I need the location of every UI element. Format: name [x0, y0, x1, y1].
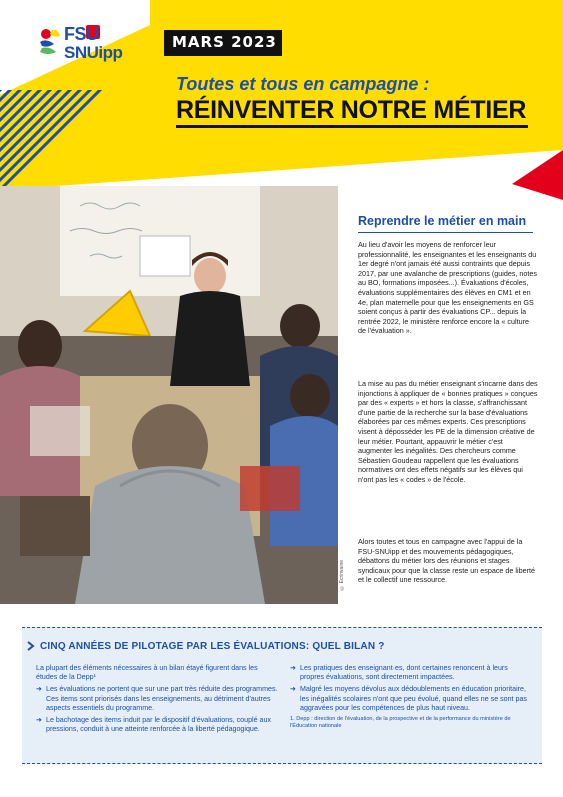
page-title: RÉINVENTER NOTRE MÉTIER — [176, 96, 527, 124]
photo-credit: © Ecrinvaine — [339, 560, 345, 591]
classroom-photo — [0, 186, 338, 604]
section-heading-rule — [358, 232, 533, 233]
issue-date: MARS 2023 — [172, 33, 277, 51]
red-triangle-decoration — [512, 150, 563, 200]
article-paragraph-2: La mise au pas du métier enseignant s'incarne dans des injonctions à appliquer de « bonnes pratiques » conçues par des « experts » et hors la classe, s'affranchissant d'une partie de la recherche sur la base d'évaluations élaborées par ces mêmes experts. Ces prescriptions visent à déposséder les PE de la dimension créative de leur métier. Pourtant, appauvrir le métier c'est augmenter les inégalités. Des chercheurs comme Sébastien Goudeau rappellent que les évaluations normatives ont des effets négatifs sur les élèves qui n'ont pas les « codes » de l'école. — [358, 379, 538, 484]
box-bullet-item: ➜ Les pratiques des enseignant·es, dont certaines renoncent à leurs propres évaluations, sont directement impactées. — [290, 664, 532, 682]
logo-text-snuipp: SNUipp — [64, 43, 123, 62]
box-intro: La plupart des éléments nécessaires à un bilan étayé figurent dans les études de la Depp¹ — [36, 664, 258, 682]
title-underline — [176, 125, 528, 128]
box-right-column — [290, 664, 532, 733]
page-subtitle: Toutes et tous en campagne : — [176, 74, 430, 94]
article-paragraph-1: Au lieu d'avoir les moyens de renforcer leur professionnalité, les enseignantes et les enseignants du 1er degré n'ont jamais été aussi contraints que depuis 2017, par une avalanche de prescriptions (guides, notes au BO, formations imposées...). Évaluations d'écoles, évaluations supplémentaires des élèves en CM1 et en 4e, plan maternelle pour que les enseignements en GS soient conçus à partir des évaluations CP... depuis la rentrée 2022, le ministère renforce encore la « culture de l'évaluation ». — [358, 240, 538, 336]
footnote: 1. Depp : direction de l'évaluation, de la prospective et de la performance du ministère de l'Éducation nationale — [290, 716, 511, 730]
box-bullet-item: ➜ Malgré les moyens dévolus aux dédoublements en éducation prioritaire, les inégalités scolaires n'ont que peu évolué, quand elles ne se sont pas aggravées pour les compétences de plus haut niveau. — [290, 685, 532, 713]
article-paragraph-3: Alors toutes et tous en campagne avec l'appui de la FSU-SNUipp et des mouvements pédagogiques, débattons du métier lors des réunions et stages syndicaux pour que la classe reste un espace de liberté et le collectif une ressource. — [358, 537, 535, 585]
box-left-column — [36, 664, 278, 737]
chevron-right-icon — [26, 641, 36, 651]
diagonal-stripes-decoration — [0, 90, 110, 200]
box-bullet-item: ➜ Le bachotage des items induit par le dispositif d'évaluations, couplé aux pressions, conduit à une atteinte renforcée à la liberté pédagogique. — [36, 716, 278, 734]
box-bullet-item: ➜ Les évaluations ne portent que sur une part très réduite des programmes. Ces items sont priorisés dans les enseignements, au détriment d'autres aspects essentiels du programme. — [36, 685, 278, 713]
box-heading: CINQ ANNÉES DE PILOTAGE PAR LES ÉVALUATIONS: QUEL BILAN ? — [40, 641, 385, 652]
section-heading: Reprendre le métier en main — [358, 214, 527, 228]
logo-text-fsu: FSU — [64, 24, 99, 44]
